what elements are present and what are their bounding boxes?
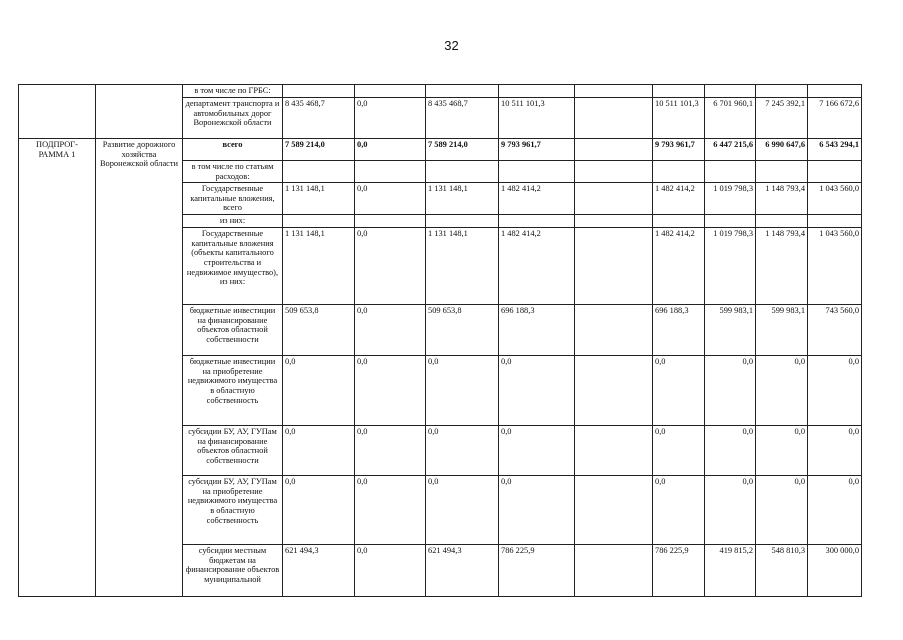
value-cell: 509 653,8 <box>283 305 355 356</box>
value-cell: 6 701 960,1 <box>705 98 756 139</box>
value-cell <box>355 85 426 98</box>
value-cell <box>575 476 653 545</box>
value-cell: 0,0 <box>426 426 499 476</box>
value-cell: 7 589 214,0 <box>426 139 499 161</box>
value-cell: 0,0 <box>808 476 862 545</box>
value-cell: 0,0 <box>808 356 862 426</box>
table-row <box>19 139 862 161</box>
row-label: Государственные капитальные вложения, всего <box>183 183 283 215</box>
value-cell <box>653 215 705 228</box>
page-number: 32 <box>444 38 459 53</box>
value-cell: 1 043 560,0 <box>808 183 862 215</box>
value-cell: 9 793 961,7 <box>653 139 705 161</box>
budget-table <box>18 84 862 597</box>
value-cell <box>575 545 653 597</box>
value-cell: 786 225,9 <box>499 545 575 597</box>
row-label: субсидии БУ, АУ, ГУПам на финансирование объектов областной собственности <box>183 426 283 476</box>
value-cell <box>575 85 653 98</box>
value-cell <box>705 85 756 98</box>
value-cell: 1 131 148,1 <box>283 183 355 215</box>
row-label: департамент транспорта и автомобильных дорог Воронежской области <box>183 98 283 139</box>
value-cell: 0,0 <box>756 476 808 545</box>
value-cell: 696 188,3 <box>499 305 575 356</box>
value-cell: 1 148 793,4 <box>756 183 808 215</box>
value-cell: 10 511 101,3 <box>499 98 575 139</box>
value-cell: 0,0 <box>653 476 705 545</box>
value-cell: 0,0 <box>355 228 426 305</box>
value-cell: 0,0 <box>705 356 756 426</box>
value-cell: 1 482 414,2 <box>499 228 575 305</box>
value-cell: 599 983,1 <box>705 305 756 356</box>
row-label: субсидии местным бюджетам на финансирование объектов муниципальной <box>183 545 283 597</box>
value-cell: 0,0 <box>355 139 426 161</box>
value-cell <box>499 85 575 98</box>
value-cell <box>355 161 426 183</box>
value-cell: 0,0 <box>653 356 705 426</box>
value-cell <box>575 356 653 426</box>
value-cell: 1 131 148,1 <box>426 228 499 305</box>
value-cell <box>575 305 653 356</box>
value-cell: 786 225,9 <box>653 545 705 597</box>
value-cell <box>705 215 756 228</box>
value-cell: 8 435 468,7 <box>426 98 499 139</box>
value-cell <box>283 161 355 183</box>
value-cell: 0,0 <box>705 426 756 476</box>
prev-name-cell <box>96 85 183 139</box>
value-cell: 599 983,1 <box>756 305 808 356</box>
value-cell: 0,0 <box>355 356 426 426</box>
value-cell <box>575 228 653 305</box>
value-cell <box>499 161 575 183</box>
value-cell <box>575 98 653 139</box>
value-cell <box>426 85 499 98</box>
value-cell <box>283 215 355 228</box>
value-cell: 1 148 793,4 <box>756 228 808 305</box>
value-cell: 6 543 294,1 <box>808 139 862 161</box>
value-cell: 0,0 <box>283 356 355 426</box>
value-cell: 0,0 <box>705 476 756 545</box>
value-cell: 548 810,3 <box>756 545 808 597</box>
value-cell <box>499 215 575 228</box>
value-cell: 1 131 148,1 <box>426 183 499 215</box>
value-cell <box>756 85 808 98</box>
value-cell <box>575 215 653 228</box>
value-cell <box>756 161 808 183</box>
value-cell: 8 435 468,7 <box>283 98 355 139</box>
value-cell: 1 482 414,2 <box>499 183 575 215</box>
value-cell: 509 653,8 <box>426 305 499 356</box>
value-cell: 0,0 <box>355 545 426 597</box>
value-cell: 0,0 <box>355 98 426 139</box>
value-cell: 621 494,3 <box>426 545 499 597</box>
value-cell: 7 245 392,1 <box>756 98 808 139</box>
value-cell: 7 166 672,6 <box>808 98 862 139</box>
value-cell: 743 560,0 <box>808 305 862 356</box>
row-label: в том числе по статьям расходов: <box>183 161 283 183</box>
value-cell: 1 019 798,3 <box>705 228 756 305</box>
value-cell: 0,0 <box>355 183 426 215</box>
value-cell: 0,0 <box>499 356 575 426</box>
program-cell: ПОДПРОГ- РАММА 1 <box>19 139 96 597</box>
row-label: бюджетные инвестиции на приобретение недвижимого имущества в областную собственность <box>183 356 283 426</box>
row-label: всего <box>183 139 283 161</box>
value-cell <box>653 161 705 183</box>
value-cell: 0,0 <box>426 356 499 426</box>
value-cell: 1 131 148,1 <box>283 228 355 305</box>
value-cell <box>355 215 426 228</box>
value-cell: 7 589 214,0 <box>283 139 355 161</box>
value-cell <box>808 161 862 183</box>
value-cell: 0,0 <box>283 426 355 476</box>
row-label: Государственные капитальные вложения (объекты капитального строительства и недвижимое имущество), из них: <box>183 228 283 305</box>
value-cell: 1 019 798,3 <box>705 183 756 215</box>
value-cell <box>705 161 756 183</box>
value-cell: 0,0 <box>756 426 808 476</box>
value-cell: 300 000,0 <box>808 545 862 597</box>
value-cell: 0,0 <box>283 476 355 545</box>
row-label: бюджетные инвестиции на финансирование объектов областной собственности <box>183 305 283 356</box>
value-cell: 621 494,3 <box>283 545 355 597</box>
value-cell: 0,0 <box>426 476 499 545</box>
value-cell: 419 815,2 <box>705 545 756 597</box>
value-cell: 0,0 <box>499 426 575 476</box>
value-cell <box>575 426 653 476</box>
value-cell: 0,0 <box>355 305 426 356</box>
value-cell: 9 793 961,7 <box>499 139 575 161</box>
value-cell <box>575 183 653 215</box>
value-cell <box>426 215 499 228</box>
value-cell: 1 482 414,2 <box>653 183 705 215</box>
value-cell <box>808 85 862 98</box>
value-cell: 0,0 <box>653 426 705 476</box>
value-cell <box>426 161 499 183</box>
prev-program-cell <box>19 85 96 139</box>
value-cell: 6 990 647,6 <box>756 139 808 161</box>
value-cell <box>653 85 705 98</box>
value-cell: 0,0 <box>808 426 862 476</box>
value-cell: 696 188,3 <box>653 305 705 356</box>
value-cell <box>756 215 808 228</box>
row-label: субсидии БУ, АУ, ГУПам на приобретение недвижимого имущества в областную собственность <box>183 476 283 545</box>
subprogram-name-cell: Развитие дорожного хозяйства Воронежской области <box>96 139 183 597</box>
value-cell: 0,0 <box>756 356 808 426</box>
value-cell: 0,0 <box>355 476 426 545</box>
value-cell <box>808 215 862 228</box>
value-cell: 1 482 414,2 <box>653 228 705 305</box>
value-cell <box>575 139 653 161</box>
value-cell: 0,0 <box>499 476 575 545</box>
value-cell: 6 447 215,6 <box>705 139 756 161</box>
value-cell <box>283 85 355 98</box>
value-cell: 1 043 560,0 <box>808 228 862 305</box>
value-cell <box>575 161 653 183</box>
row-label: из них: <box>183 215 283 228</box>
value-cell: 10 511 101,3 <box>653 98 705 139</box>
row-label: в том числе по ГРБС: <box>183 85 283 98</box>
value-cell: 0,0 <box>355 426 426 476</box>
table-row <box>19 85 862 98</box>
